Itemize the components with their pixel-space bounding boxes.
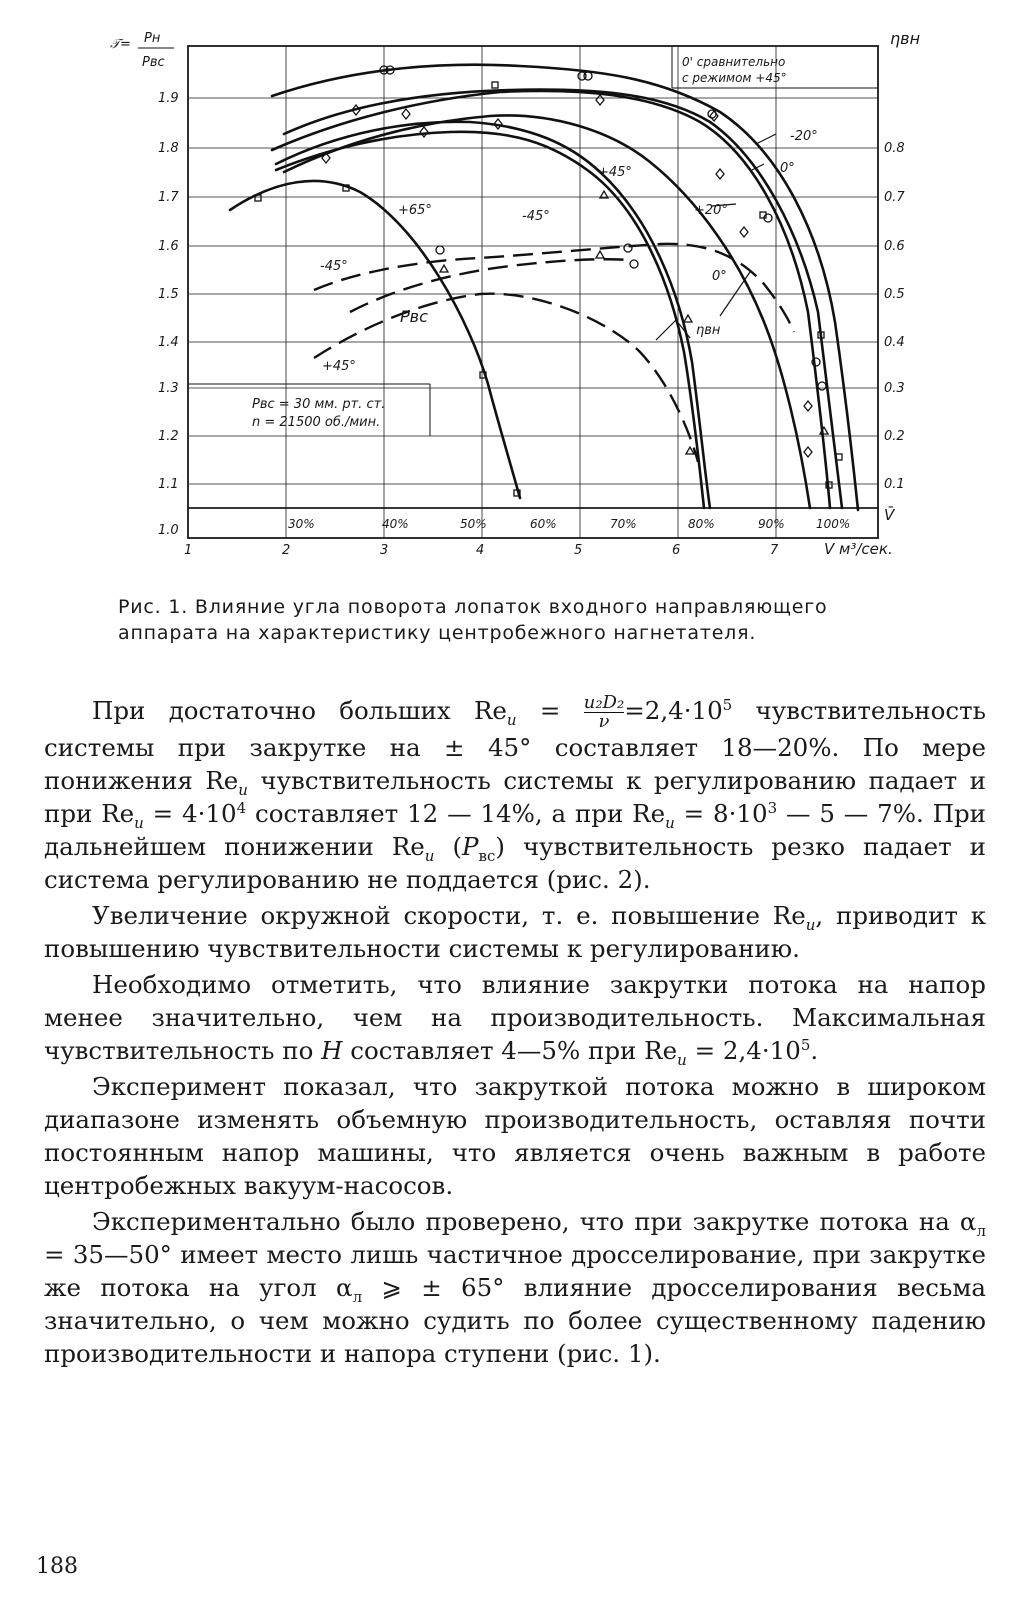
svg-text:Pвс = 30 мм. рт. ст.: Pвс = 30 мм. рт. ст. <box>252 397 386 412</box>
plot-frame <box>188 46 878 538</box>
svg-text:2: 2 <box>282 543 291 558</box>
label-plus65: +65° <box>398 203 432 218</box>
grid-vertical <box>286 46 776 538</box>
svg-text:1.1: 1.1 <box>158 477 179 492</box>
svg-text:70%: 70% <box>610 517 637 531</box>
y-right-label: ηвн <box>890 29 921 48</box>
curve-plus65 <box>230 181 520 498</box>
svg-text:1.2: 1.2 <box>158 429 179 444</box>
eta-minus45 <box>314 244 794 332</box>
svg-text:0.6: 0.6 <box>884 239 905 254</box>
svg-text:n = 21500 об./мин.: n = 21500 об./мин. <box>252 415 381 430</box>
svg-text:с режимом +45°: с режимом +45° <box>682 71 787 85</box>
svg-text:1.6: 1.6 <box>158 239 179 254</box>
svg-text:0.5: 0.5 <box>884 287 905 302</box>
label-eta-minus45: -45° <box>320 259 348 274</box>
svg-text:4: 4 <box>476 543 485 558</box>
svg-text:0.4: 0.4 <box>884 335 905 350</box>
svg-text:0.2: 0.2 <box>884 429 905 444</box>
label-plus45: +45° <box>598 165 632 180</box>
paragraph-1: При достаточно больших $Re_u$ = $\frac{\text{u₂D₂}}{\nu}$ $=2,4\cdot 10^5$ чувствительность системы при закрутке на ± 45° составляет 18—20%. По мере понижения $Re_u$ чувствительность системы к регулированию падает и при $Re_u = 4\cdot 10^4$ составляет 12 — 14%, а при $Re_u = 8\cdot 10^3$ — 5 — 7%. При дальнейшем понижении $Re_u$ $(P_{вс})$ чувствительность резко падает и система регулированию не поддается (рис. 2). <box>44 692 987 894</box>
label-eta-plus45: +45° <box>322 359 356 374</box>
svg-text:𝒯=: 𝒯= <box>110 37 131 52</box>
v-bar-label: V̄ <box>884 506 895 524</box>
svg-text:60%: 60% <box>530 517 557 531</box>
page-number: 188 <box>36 1554 78 1579</box>
svg-text:40%: 40% <box>382 517 409 531</box>
svg-text:1.8: 1.8 <box>158 141 179 156</box>
figure-caption: Рис. 1. Влияние угла поворота лопаток входного направляющего аппарата на характеристику центробежного нагнетателя. <box>118 596 828 644</box>
y-left-label-top: Pн <box>144 31 161 46</box>
svg-text:1.3: 1.3 <box>158 381 179 396</box>
svg-text:6: 6 <box>672 543 681 558</box>
curve-minus45 <box>272 65 858 510</box>
svg-text:0.3: 0.3 <box>884 381 905 396</box>
svg-text:50%: 50% <box>460 517 487 531</box>
svg-text:1.5: 1.5 <box>158 287 179 302</box>
curve-minus45-lower <box>276 122 710 508</box>
conditions-box <box>188 384 430 436</box>
label-eta: ηвн <box>696 323 721 338</box>
svg-text:80%: 80% <box>688 517 715 531</box>
pressure-curves <box>230 65 858 510</box>
svg-text:90%: 90% <box>758 517 785 531</box>
paragraph-5: Экспериментально было проверено, что при закрутке потока на $\alpha_л$ = 35—50° имеет место лишь частичное дросселирование, при закрутке же потока на угол $\alpha_л$ ⩾ ± 65° влияние дросселирования весьма значительно, о чем можно судить по более существенному падению производительности и напора ступени (рис. 1). <box>44 1207 986 1368</box>
figure-1 <box>100 22 930 582</box>
fraction: $\frac{\text{u₂D₂}}{\nu}$ <box>583 692 625 732</box>
data-markers <box>255 66 842 496</box>
body-text <box>44 694 986 1373</box>
svg-text:1.9: 1.9 <box>158 91 179 106</box>
svg-text:1.0: 1.0 <box>158 523 179 538</box>
svg-text:7: 7 <box>770 543 779 558</box>
eta-zero <box>350 259 630 312</box>
y-left-label-bottom: Pвс <box>142 55 165 70</box>
curve-zero <box>272 91 830 508</box>
label-pvs: Pвс <box>400 307 428 326</box>
left-axis <box>110 31 179 538</box>
svg-text:0.1: 0.1 <box>884 477 905 492</box>
right-axis <box>884 29 920 524</box>
label-eta-zero: 0° <box>712 269 727 284</box>
percent-strip <box>288 517 850 531</box>
x-axis-label: V м³/сек. <box>824 540 893 558</box>
characteristic-chart <box>100 22 930 582</box>
label-zero: 0° <box>780 161 795 176</box>
svg-text:0' сравнительно: 0' сравнительно <box>682 55 786 69</box>
svg-text:0.8: 0.8 <box>884 141 905 156</box>
svg-text:3: 3 <box>380 543 389 558</box>
svg-text:30%: 30% <box>288 517 315 531</box>
svg-text:1: 1 <box>184 543 193 558</box>
svg-text:5: 5 <box>574 543 583 558</box>
svg-text:1.7: 1.7 <box>158 190 179 205</box>
curve-labels <box>320 129 818 374</box>
curve-plus45 <box>276 132 704 508</box>
label-minus20: -20° <box>790 129 818 144</box>
paragraph-3: Необходимо отметить, что влияние закрутки потока на напор менее значительно, чем на производительность. Максимальная чувствительность по H составляет 4—5% при $Re_u = 2,4\cdot 10^5$. <box>44 970 986 1069</box>
x-axis <box>184 540 893 558</box>
svg-text:100%: 100% <box>816 517 851 531</box>
curve-minus20 <box>284 90 842 508</box>
label-minus45: -45° <box>522 209 550 224</box>
curve-plus20 <box>284 115 810 508</box>
svg-text:0.7: 0.7 <box>884 190 905 205</box>
label-plus20: +20° <box>694 203 728 218</box>
reference-note <box>672 46 878 88</box>
eta-plus45 <box>314 294 698 462</box>
paragraph-4: Эксперимент показал, что закруткой потока можно в широком диапазоне изменять объемную производительность, оставляя почти постоянным напор машины, что является очень важным в работе центробежных вакуум-насосов. <box>44 1072 986 1200</box>
paragraph-2: Увеличение окружной скорости, т. е. повышение $Re_u$, приводит к повышению чувствительности системы к регулированию. <box>44 901 987 963</box>
svg-text:1.4: 1.4 <box>158 335 179 350</box>
